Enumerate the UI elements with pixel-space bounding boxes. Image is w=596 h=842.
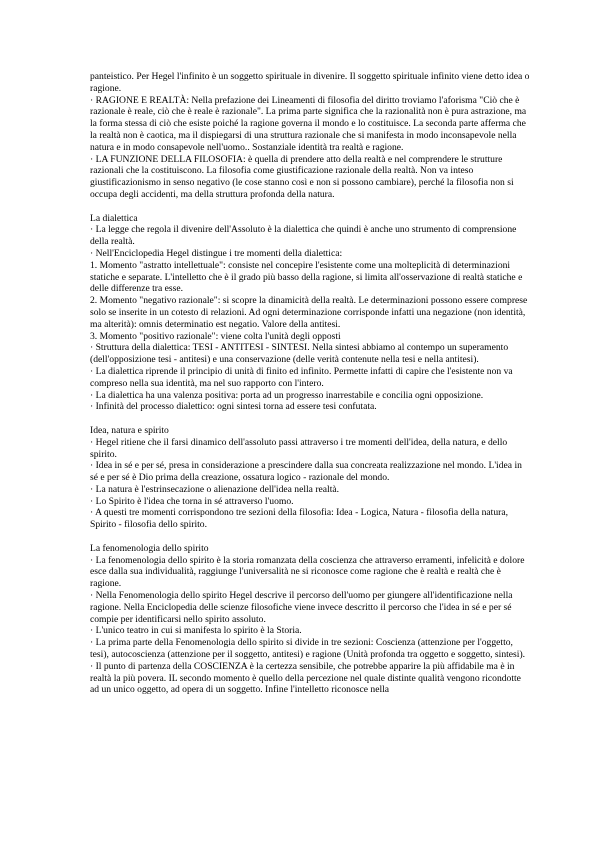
section-heading: La fenomenologia dello spirito — [90, 542, 209, 554]
bullet-paragraph: · La natura è l'estrinsecazione o alienazione dell'idea nella realtà. — [90, 483, 340, 495]
numbered-paragraph: 3. Momento "positivo razionale": viene colta l'unità degli opposti — [90, 330, 341, 342]
bullet-paragraph: · RAGIONE E REALTÀ: Nella prefazione dei Lineamenti di filosofia del diritto troviamo l'aforisma "Ciò che è razionale è reale, ciò che è reale è razionale". La prima parte significa che la razionalità non è pura astrazione, ma la forma stessa di ciò che esiste poiché la ragione governa il mondo e lo costituisce. La seconda parte afferma che la realtà non è caotica, ma il dispiegarsi di una struttura razionale che si manifesta in modo inconsapevole nella natura e in modo consapevole nell'uomo.. Sostanziale identità tra realtà e ragione. — [90, 94, 529, 153]
bullet-paragraph: · La dialettica riprende il principio di unità di finito ed infinito. Permette infatti di capire che l'esistente non va compreso nella sua identità, ma nel suo rapporto con l'intero. — [90, 365, 516, 389]
paragraph-spacer — [90, 413, 530, 425]
section-heading: La dialettica — [90, 212, 138, 224]
bullet-paragraph: · La fenomenologia dello spirito è la storia romanzata della coscienza che attraverso erramenti, infelicità e dolore esce dalla sua individualità, raggiunge l'universalità ne si riconosce come ragione che è realtà e realtà che è ragione. — [90, 554, 527, 590]
section-heading: Idea, natura e spirito — [90, 424, 169, 436]
bullet-paragraph: · La dialettica ha una valenza positiva: porta ad un progresso inarrestabile e concilia ogni opposizione. — [90, 389, 484, 401]
bullet-paragraph: · La prima parte della Fenomenologia dello spirito si divide in tre sezioni: Coscienza (attenzione per l'oggetto, tesi), autocoscienza (attenzione per il soggetto, antitesi) e ragione (Unità profonda tra oggetto e soggetto, sintesi). — [90, 637, 526, 661]
bullet-paragraph: · La legge che regola il divenire dell'Assoluto è la dialettica che quindi è anche uno strumento di comprensione della realtà. — [90, 224, 519, 248]
bullet-paragraph: · Idea in sé e per sé, presa in considerazione a prescindere dalla sua concreata realizzazione nel mondo. L'idea in sé e per sé è Dio prima della creazione, ossatura logico - razionale del mondo. — [90, 460, 525, 484]
bullet-paragraph: · L'unico teatro in cui si manifesta lo spirito è la Storia. — [90, 625, 302, 637]
numbered-paragraph: 1. Momento "astratto intellettuale": consiste nel concepire l'esistente come una molteplicità di determinazioni statiche e separate. L'intelletto che è il grado più basso della ragione, si limita all'osservazione di realtà statiche e delle differenze tra esse. — [90, 259, 525, 295]
bullet-paragraph: · Nella Fenomenologia dello spirito Hegel descrive il percorso dell'uomo per giungere all'identificazione nella ragione. Nella Enciclopedia delle scienze filosofiche viene invece descritto il percorso che l'idea in sé e per sé compie per identificarsi nello spirito assoluto. — [90, 590, 515, 625]
bullet-paragraph: · LA FUNZIONE DELLA FILOSOFIA: è quella di prendere atto della realtà e nel comprendere le strutture razionali che la costituiscono. La filosofia come giustificazione razionale della realtà. Non va inteso giustificazionismo in senso negativo (le cose stanno così e non si possono cambiare), perché la filosofia non si occupa degli accidenti, ma della struttura profonda della natura. — [90, 153, 517, 200]
paragraph-spacer — [90, 201, 530, 213]
bullet-paragraph: · Hegel ritiene che il farsi dinamico dell'assoluto passi attraverso i tre momenti dell'idea, della natura, e dello spirito. — [90, 436, 510, 460]
bullet-paragraph: · Il punto di partenza della COSCIENZA è la certezza sensibile, che potrebbe apparire la più affidabile ma è in realtà la più povera. IL secondo momento è quello della percezione nel quale distinte qualità vengono ricondotte ad un unico oggetto, ad opera di un soggetto. Infine l'intelletto riconosce nella — [90, 660, 524, 696]
document-text — [90, 71, 530, 696]
bullet-paragraph: · Struttura della dialettica: TESI - ANTITESI - SINTESI. Nella sintesi abbiamo al contempo un superamento (dell'opposizione tesi - antitesi) e una conservazione (delle verità contenute nella tesi e nella antitesi). — [90, 342, 511, 366]
numbered-paragraph: 2. Momento "negativo razionale": si scopre la dinamicità della realtà. Le determinazioni possono essere comprese solo se inserite in un cotesto di relazioni. Ad ogni determinazione corrisponde infatti una negazione (non identità, ma alterità): omnis determinatio est negatio. Valore della antitesi. — [90, 295, 530, 330]
paragraph: panteistico. Per Hegel l'infinito è un soggetto spirituale in divenire. Il soggetto spirituale infinito viene detto idea o ragione. — [90, 71, 532, 94]
bullet-paragraph: · Lo Spirito è l'idea che torna in sé attraverso l'uomo. — [90, 495, 294, 507]
bullet-paragraph: · A questi tre momenti corrispondono tre sezioni della filosofia: Idea - Logica, Natura - filosofia della natura, Spirito - filosofia dello spirito. — [90, 507, 511, 531]
paragraph-spacer — [90, 531, 530, 543]
bullet-paragraph: · Infinità del processo dialettico: ogni sintesi torna ad essere tesi confutata. — [90, 401, 377, 413]
bullet-paragraph: · Nell'Enciclopedia Hegel distingue i tre momenti della dialettica: — [90, 247, 343, 259]
